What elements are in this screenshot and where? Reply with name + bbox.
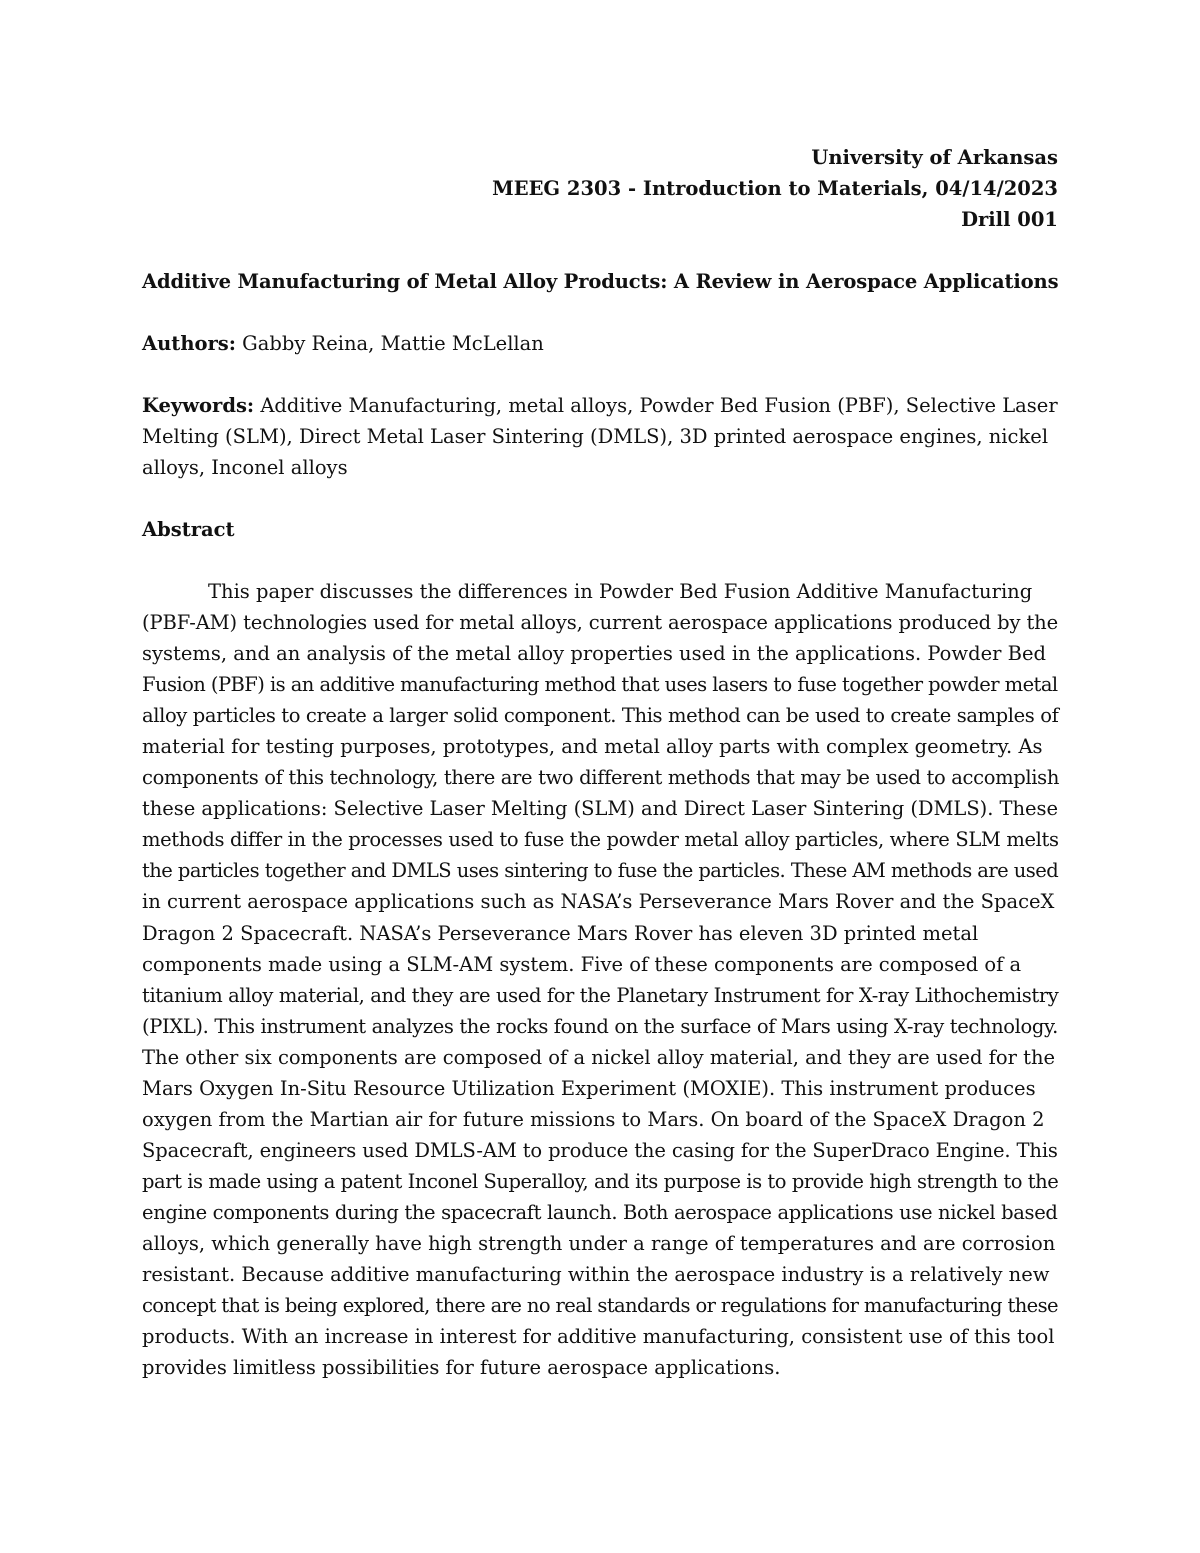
abstract-line: these applications: Selective Laser Melting (SLM) and Direct Laser Sintering (DMLS). These — [142, 797, 1058, 821]
abstract-line: oxygen from the Martian air for future missions to Mars. On board of the SpaceX Dragon 2 — [142, 1107, 1045, 1131]
institution-name: University of Arkansas — [811, 146, 1058, 169]
keywords-label: Keywords: — [142, 394, 255, 417]
authors-line — [142, 328, 1058, 359]
abstract-line: components of this technology, there are two different methods that may be used to accomplish — [142, 766, 1060, 790]
abstract-line: material for testing purposes, prototypes, and metal alloy parts with complex geometry. As — [142, 735, 1043, 759]
authors-value: Gabby Reina, Mattie McLellan — [242, 332, 544, 355]
abstract-line: products. With an increase in interest for additive manufacturing, consistent use of this tool — [142, 1325, 1055, 1349]
abstract-line: Dragon 2 Spacecraft. NASA’s Perseverance Mars Rover has eleven 3D printed metal — [142, 921, 979, 945]
abstract-line: titanium alloy material, and they are used for the Planetary Instrument for X-ray Lithochemistry — [142, 983, 1059, 1007]
abstract-line: Fusion (PBF) is an additive manufacturing method that uses lasers to fuse together powder metal — [142, 673, 1058, 697]
abstract-line: resistant. Because additive manufacturing within the aerospace industry is a relatively new — [142, 1263, 1050, 1287]
course-line: MEEG 2303 - Introduction to Materials, 04/14/2023 — [492, 177, 1058, 200]
abstract-line: the particles together and DMLS uses sintering to fuse the particles. These AM methods are used — [142, 859, 1059, 883]
abstract-line: components made using a SLM-AM system. Five of these components are composed of a — [142, 952, 1022, 976]
abstract-line: alloy particles to create a larger solid component. This method can be used to create samples of — [142, 704, 1059, 728]
section-line: Drill 001 — [961, 208, 1058, 231]
abstract-line: part is made using a patent Inconel Superalloy, and its purpose is to provide high strength to the — [142, 1169, 1059, 1193]
header-block — [142, 142, 1058, 235]
abstract-line: systems, and an analysis of the metal alloy properties used in the applications. Powder Bed — [142, 642, 1046, 666]
paper-title: Additive Manufacturing of Metal Alloy Products: A Review in Aerospace Applications — [142, 270, 1059, 293]
authors-label: Authors: — [142, 332, 236, 355]
abstract-line: engine components during the spacecraft launch. Both aerospace applications use nickel based — [142, 1200, 1058, 1224]
abstract-line: concept that is being explored, there are no real standards or regulations for manufacturing these — [142, 1294, 1058, 1318]
abstract-line: The other six components are composed of a nickel alloy material, and they are used for the — [142, 1045, 1056, 1069]
abstract-line: This paper discusses the differences in Powder Bed Fusion Additive Manufacturing — [208, 580, 1033, 603]
abstract-heading: Abstract — [142, 518, 235, 541]
abstract-line: provides limitless possibilities for future aerospace applications. — [142, 1356, 781, 1380]
keywords-block — [142, 390, 1058, 483]
abstract-line: methods differ in the processes used to fuse the powder metal alloy particles, where SLM melts — [142, 828, 1059, 852]
abstract-line: (PBF-AM) technologies used for metal alloys, current aerospace applications produced by the — [142, 611, 1059, 635]
abstract-line: alloys, which generally have high strength under a range of temperatures and are corrosion — [142, 1231, 1056, 1255]
abstract-line: in current aerospace applications such as NASA’s Perseverance Mars Rover and the SpaceX — [142, 890, 1055, 914]
abstract-body — [142, 576, 1058, 1383]
abstract-line: (PIXL). This instrument analyzes the rocks found on the surface of Mars using X-ray technology. — [142, 1014, 1058, 1038]
abstract-line: Spacecraft, engineers used DMLS-AM to produce the casing for the SuperDraco Engine. This — [142, 1138, 1058, 1162]
keywords-value: Additive Manufacturing, metal alloys, Powder Bed Fusion (PBF), Selective Laser Melting (SLM), Direct Metal Laser Sintering (DMLS), 3D printed aerospace engines, nickel alloys, Inconel alloys — [142, 394, 1058, 479]
abstract-line: Mars Oxygen In-Situ Resource Utilization Experiment (MOXIE). This instrument produces — [142, 1076, 1036, 1100]
